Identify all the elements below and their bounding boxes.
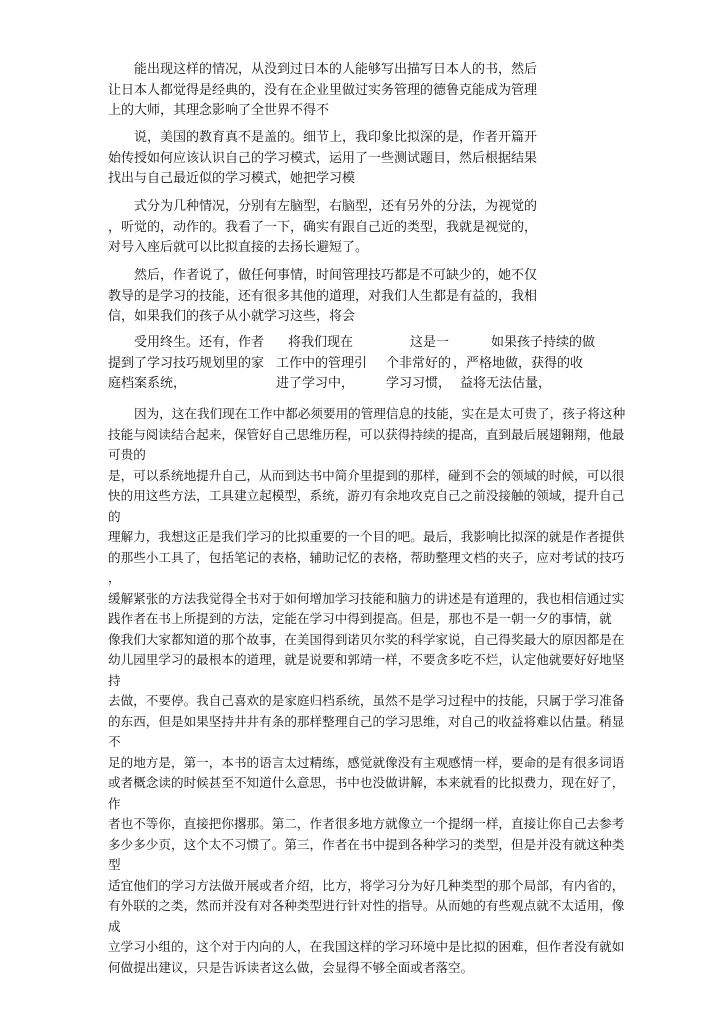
text-line: 然后，作者说了，做任何事情，时间管理技巧都是不可缺少的，她不仅 bbox=[134, 268, 538, 283]
text-line: 始传授如何应该认识自己的学习模式，运用了一些测试题目，然后根据结果 bbox=[108, 150, 538, 166]
fragment-col3-line3: 学习习惯， bbox=[386, 376, 452, 391]
text-line: 践作者在书上所提到的方法，定能在学习中得到提高。但是，那也不是一朝一夕的事情，就 bbox=[108, 611, 612, 626]
text-line: 让日本人都觉得是经典的，没有在企业里做过实务管理的德鲁克能成为管理 bbox=[108, 82, 538, 98]
text-line: 快的用这些方法，工具建立起模型，系统，游刃有余地攻克自己之前没接触的领域，提升自己 bbox=[108, 488, 625, 503]
text-line: 是，可以系统地提升自己，从而到达书中简介里提到的那样，碰到不会的领域的时候，可以很 bbox=[108, 467, 625, 483]
text-line: ，听觉的，动作的。我看了一下，确实有跟自己近的类型，我就是视觉的， bbox=[108, 219, 538, 235]
text-line: 立学习小组的，这个对于内向的人，在我国这样的学习环境中是比拟的困难，但作者没有就如 bbox=[108, 939, 625, 954]
text-line: 对号入座后就可以比拟直接的去扬长避短了。 bbox=[108, 240, 369, 255]
text-line: 的那些小工具了，包括笔记的表格，辅助记忆的表格，帮助整理文档的夹子，应对考试的技巧 bbox=[108, 549, 625, 565]
text-line: 理解力，我想这正是我们学习的比拟重要的一个目的吧。最后，我影响比拟深的就是作者提供 bbox=[108, 529, 625, 544]
fragment-col4-line1: 如果孩子持续的做 bbox=[491, 335, 596, 350]
text-line: 持 bbox=[108, 672, 121, 688]
text-line: 幼儿园里学习的最根本的道理，就是说要和郭靖一样，不要贪多吃不烂，认定他就要好好地坚 bbox=[108, 652, 625, 667]
text-line: 作 bbox=[108, 795, 121, 811]
fragment-col3-line2: 个非常好的 bbox=[386, 355, 452, 371]
paragraph-6 bbox=[108, 404, 668, 978]
fragment-col1-line2: 提到了学习技巧规划里的家 bbox=[108, 355, 265, 371]
text-line: 能出现这样的情况，从没到过日本的人能够写出描写日本人的书，然后 bbox=[134, 62, 538, 77]
paragraph-3 bbox=[108, 197, 564, 259]
text-line: 不 bbox=[108, 734, 121, 749]
text-line: 技能与阅读结合起来，保管好自己思维历程，可以获得持续的提高，直到最后展翅翱翔，他最 bbox=[108, 426, 625, 442]
text-line: 的东西，但是如果坚持井井有条的那样整理自己的学习思维，对自己的收益将难以估量。稍显 bbox=[108, 713, 625, 729]
text-line: 去做，不要停。我自己喜欢的是家庭归档系统，虽然不是学习过程中的技能，只属于学习准备 bbox=[108, 693, 625, 708]
paragraph-1 bbox=[108, 60, 564, 122]
text-line: ， bbox=[108, 570, 121, 585]
fragment-col2-line1: 将我们现在 bbox=[288, 335, 354, 350]
text-line: 说，美国的教育真不是盖的。细节上，我印象比拟深的是，作者开篇开 bbox=[134, 130, 538, 145]
text-line: 教导的是学习的技能，还有很多其他的道理，对我们人生都是有益的，我相 bbox=[108, 288, 538, 304]
fragment-col4-line2: ，严格地做，获得的收 bbox=[453, 355, 584, 371]
text-line: 找出与自己最近似的学习模式，她把学习模 bbox=[108, 171, 356, 186]
text-line: 像我们大家都知道的那个故事，在美国得到诺贝尔奖的科学家说，自己得奖最大的原因都是在 bbox=[108, 631, 625, 647]
text-line: 型 bbox=[108, 857, 121, 872]
text-line: 有外联的之类，然而并没有对各种类型进行针对性的指导。从而她的有些观点就不太适用，像 bbox=[108, 898, 625, 913]
text-line: 可贵的 bbox=[108, 447, 146, 462]
fragment-col3-line1: 这是一 bbox=[410, 335, 450, 350]
text-line: 何做提出建议，只是告诉读者这么做，会显得不够全面或者落空。 bbox=[108, 959, 474, 975]
paragraph-2 bbox=[108, 128, 564, 190]
fragment-col1-line1: 受用终生。还有，作者 bbox=[134, 335, 265, 350]
fragment-col4-line3: 益将无法估量， bbox=[460, 376, 552, 391]
text-line: 信，如果我们的孩子从小就学习这些，将会 bbox=[108, 309, 356, 324]
text-line: 者也不等你，直接把你撂那。第二，作者很多地方就像立一个提纲一样，直接让你自己去参考 bbox=[108, 816, 625, 831]
paragraph-5-fragmented bbox=[108, 333, 596, 395]
text-line: 成 bbox=[108, 918, 121, 934]
text-line: 足的地方是，第一，本书的语言太过精练，感觉就像没有主观感情一样，要命的是有很多词语 bbox=[108, 754, 625, 770]
paragraph-4 bbox=[108, 266, 564, 328]
text-line: 的 bbox=[108, 508, 121, 524]
text-line: 适宜他们的学习方法做开展或者介绍，比方，将学习分为好几种类型的那个局部，有内省的， bbox=[108, 877, 625, 893]
fragment-col2-line2: 工作中的管理引 bbox=[276, 355, 368, 371]
text-line: 式分为几种情况，分别有左脑型，右脑型，还有另外的分法，为视觉的 bbox=[134, 199, 538, 214]
fragment-col1-line3: 庭档案系统， bbox=[108, 376, 187, 391]
text-line: 或者概念读的时候甚至不知道什么意思，书中也没做讲解，本来就看的比拟费力，现在好了， bbox=[108, 775, 625, 790]
text-line: 多少多少页，这个太不习惯了。第三，作者在书中提到各种学习的类型，但是并没有就这种类 bbox=[108, 836, 625, 852]
text-line: 缓解紧张的方法我觉得全书对于如何增加学习技能和脑力的讲述是有道理的，我也相信通过实 bbox=[108, 590, 625, 606]
text-line: 因为，这在我们现在工作中都必须要用的管理信息的技能，实在是太可贵了，孩子将这种 bbox=[134, 406, 626, 421]
fragment-col2-line3: 进了学习中， bbox=[276, 376, 355, 391]
text-line: 上的大师，其理念影响了全世界不得不 bbox=[108, 103, 330, 118]
